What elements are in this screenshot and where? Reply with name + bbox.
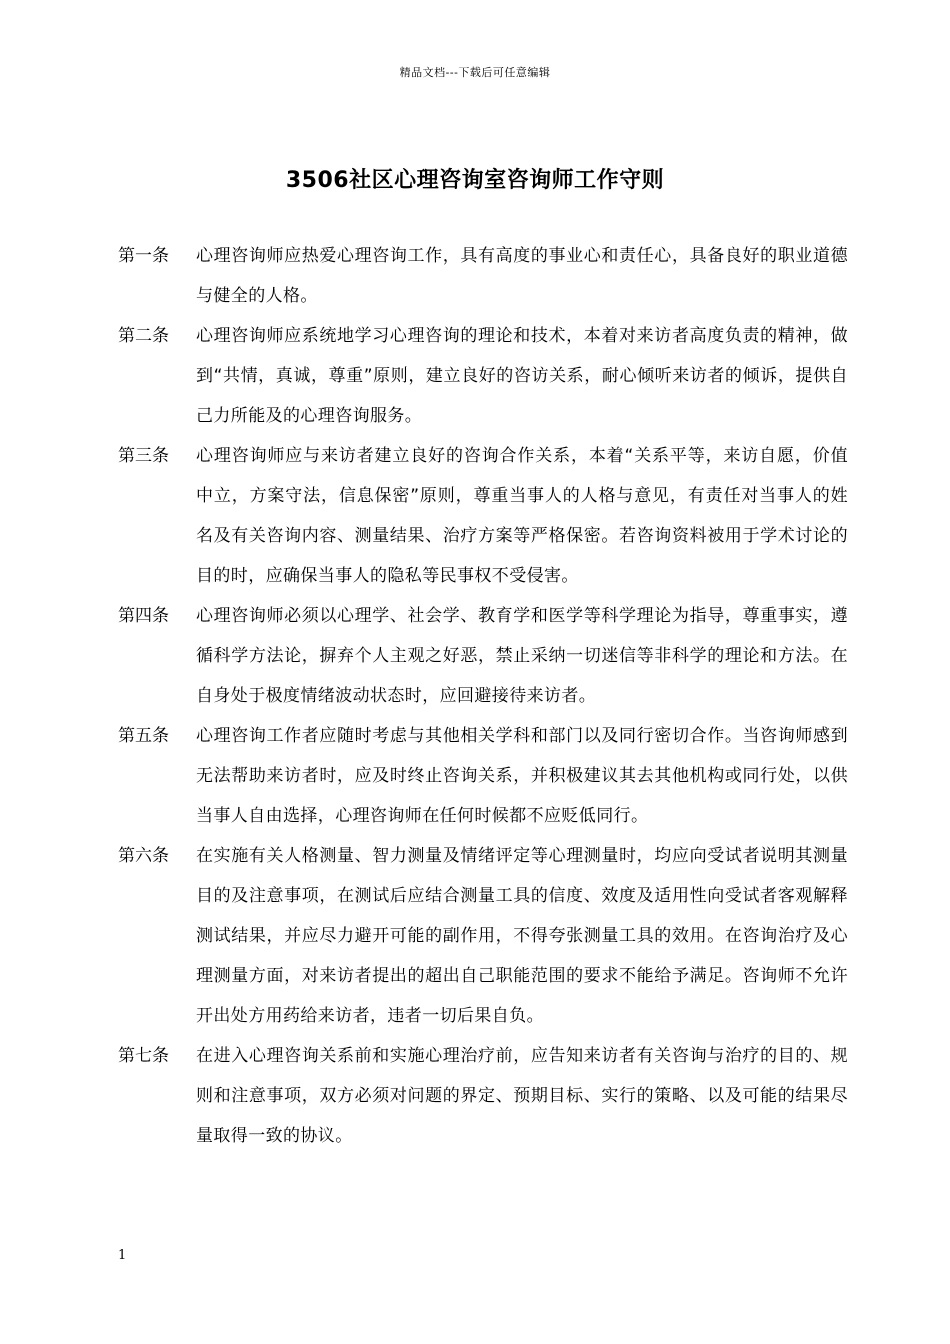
- article-4: [118, 596, 848, 716]
- article-number: 第五条: [118, 726, 169, 746]
- article-text: 心理咨询工作者应随时考虑与其他相关学科和部门以及同行密切合作。当咨询师感到无法帮助来访者时，应及时终止咨询关系，并积极建议其去其他机构或同行处，以供当事人自由选择，心理咨询师在任何时候都不应贬低同行。: [196, 726, 848, 826]
- article-list: [118, 236, 848, 1156]
- article-text: 心理咨询师必须以心理学、社会学、教育学和医学等科学理论为指导，尊重事实，遵循科学方法论，摒弃个人主观之好恶，禁止采纳一切迷信等非科学的理论和方法。在自身处于极度情绪波动状态时，应回避接待来访者。: [196, 606, 848, 706]
- article-number: 第三条: [118, 446, 169, 466]
- article-text: 心理咨询师应与来访者建立良好的咨询合作关系，本着“关系平等，来访自愿，价值中立，方案守法，信息保密”原则，尊重当事人的人格与意见，有责任对当事人的姓名及有关咨询内容、测量结果、治疗方案等严格保密。若咨询资料被用于学术讨论的目的时，应确保当事人的隐私等民事权不受侵害。: [196, 446, 848, 586]
- article-text: 在实施有关人格测量、智力测量及情绪评定等心理测量时，均应向受试者说明其测量目的及注意事项，在测试后应结合测量工具的信度、效度及适用性向受试者客观解释测试结果，并应尽力避开可能的副作用，不得夸张测量工具的效用。在咨询治疗及心理测量方面，对来访者提出的超出自己职能范围的要求不能给予满足。咨询师不允许开出处方用药给来访者，违者一切后果自负。: [196, 846, 848, 1026]
- document-title: 3506社区心理咨询室咨询师工作守则: [285, 168, 665, 193]
- article-number: 第六条: [118, 846, 169, 866]
- article-7: [118, 1036, 848, 1156]
- article-number: 第二条: [118, 326, 169, 346]
- article-2: [118, 316, 848, 436]
- article-number: 第四条: [118, 606, 169, 626]
- article-1: [118, 236, 848, 316]
- page-number: 1: [118, 1248, 127, 1263]
- article-5: [118, 716, 848, 836]
- article-number: 第七条: [118, 1046, 169, 1066]
- article-3: [118, 436, 848, 596]
- page-header: 精品文档---下载后可任意编辑: [399, 66, 551, 79]
- article-text: 在进入心理咨询关系前和实施心理治疗前，应告知来访者有关咨询与治疗的目的、规则和注意事项，双方必须对问题的界定、预期目标、实行的策略、以及可能的结果尽量取得一致的协议。: [196, 1046, 848, 1146]
- article-text: 心理咨询师应热爱心理咨询工作，具有高度的事业心和责任心，具备良好的职业道德与健全的人格。: [196, 246, 848, 306]
- article-6: [118, 836, 848, 1036]
- article-text: 心理咨询师应系统地学习心理咨询的理论和技术，本着对来访者高度负责的精神，做到“共情，真诚，尊重”原则，建立良好的咨访关系，耐心倾听来访者的倾诉，提供自己力所能及的心理咨询服务。: [196, 326, 848, 426]
- article-number: 第一条: [118, 246, 169, 266]
